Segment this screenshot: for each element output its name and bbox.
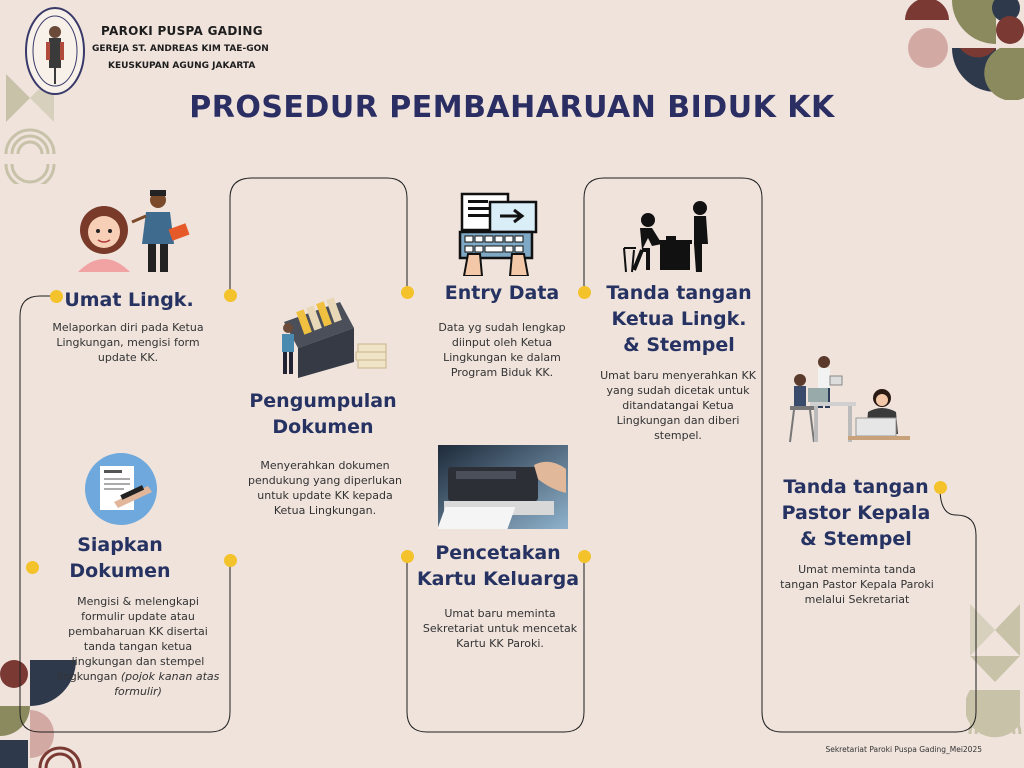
page-title: PROSEDUR PEMBAHARUAN BIDUK KK: [189, 90, 835, 125]
step6-title-line2: Ketua Lingk.: [611, 308, 747, 330]
step2-title-line2: Dokumen: [69, 560, 171, 582]
step1-title: Umat Lingk.: [64, 289, 194, 311]
step7-title-line2: Pastor Kepala: [781, 502, 931, 524]
parish-logo: [24, 6, 86, 96]
step2-description: [56, 594, 220, 699]
step5-description: Umat baru meminta Sekretariat untuk mencetak Kartu KK Paroki.: [422, 607, 578, 650]
meeting-illustration: [618, 198, 718, 274]
step3-title-line1: Pengumpulan: [249, 390, 397, 412]
step2-title: [40, 532, 200, 584]
step4-title: Entry Data: [444, 282, 560, 304]
keyboard-monitor-illustration: [456, 190, 542, 276]
step6-description: Umat baru menyerahkan KK yang sudah dicetak untuk ditandatangai Ketua Lingkungan dan diberi stempel.: [600, 369, 756, 442]
connector-dot-col3-top: [578, 286, 591, 299]
org-name-line1: PAROKI PUSPA GADING: [101, 24, 263, 38]
connector-dot-col2-top: [401, 286, 414, 299]
footer-credit: Sekretariat Paroki Puspa Gading_Mei2025: [825, 745, 982, 754]
printer-photo: [438, 445, 568, 529]
step6-title-line1: Tanda tangan: [606, 282, 752, 304]
step3-description: Menyerahkan dokumen pendukung yang diperlukan untuk update KK kepada Ketua Lingkungan.: [247, 459, 403, 517]
step7-title-line1: Tanda tangan: [783, 476, 929, 498]
step7-title-line3: & Stempel: [800, 528, 912, 550]
step6-title: [598, 280, 760, 358]
step6-title-line3: & Stempel: [623, 334, 735, 356]
step5-title: [410, 540, 586, 592]
step4-description: Data yg sudah lengkap diinput oleh Ketua Lingkungan ke dalam Program Biduk KK.: [438, 321, 566, 379]
teacher-student-illustration: [70, 186, 192, 272]
step2-description-main: Mengisi & melengkapi formulir update atau pembaharuan KK disertai tanda tangan ketua lingkungan dan stempel lingkungan: [56, 595, 208, 683]
document-form-illustration: [84, 452, 158, 526]
connector-dot-col1-bottom: [224, 554, 237, 567]
connector-dot-col1-top: [224, 289, 237, 302]
office-workers-illustration: [786, 352, 912, 448]
org-name-line2: GEREJA ST. ANDREAS KIM TAE-GON: [92, 44, 269, 54]
step2-title-line1: Siapkan: [77, 534, 163, 556]
step5-title-line1: Pencetakan: [435, 542, 561, 564]
file-cabinet-illustration: [274, 292, 388, 378]
step3-title-line2: Dokumen: [272, 416, 374, 438]
connector-dot-step2: [26, 561, 39, 574]
org-name-line3: KEUSKUPAN AGUNG JAKARTA: [108, 61, 256, 71]
step2-description-note: (pojok kanan atas formulir): [114, 670, 220, 698]
step7-title: [772, 474, 940, 552]
step3-title: [240, 388, 406, 440]
step5-title-line2: Kartu Keluarga: [416, 568, 580, 590]
step7-description: Umat meminta tanda tangan Pastor Kepala Paroki melalui Sekretariat: [780, 563, 934, 606]
step1-description: Melaporkan diri pada Ketua Lingkungan, mengisi form update KK.: [52, 321, 204, 364]
